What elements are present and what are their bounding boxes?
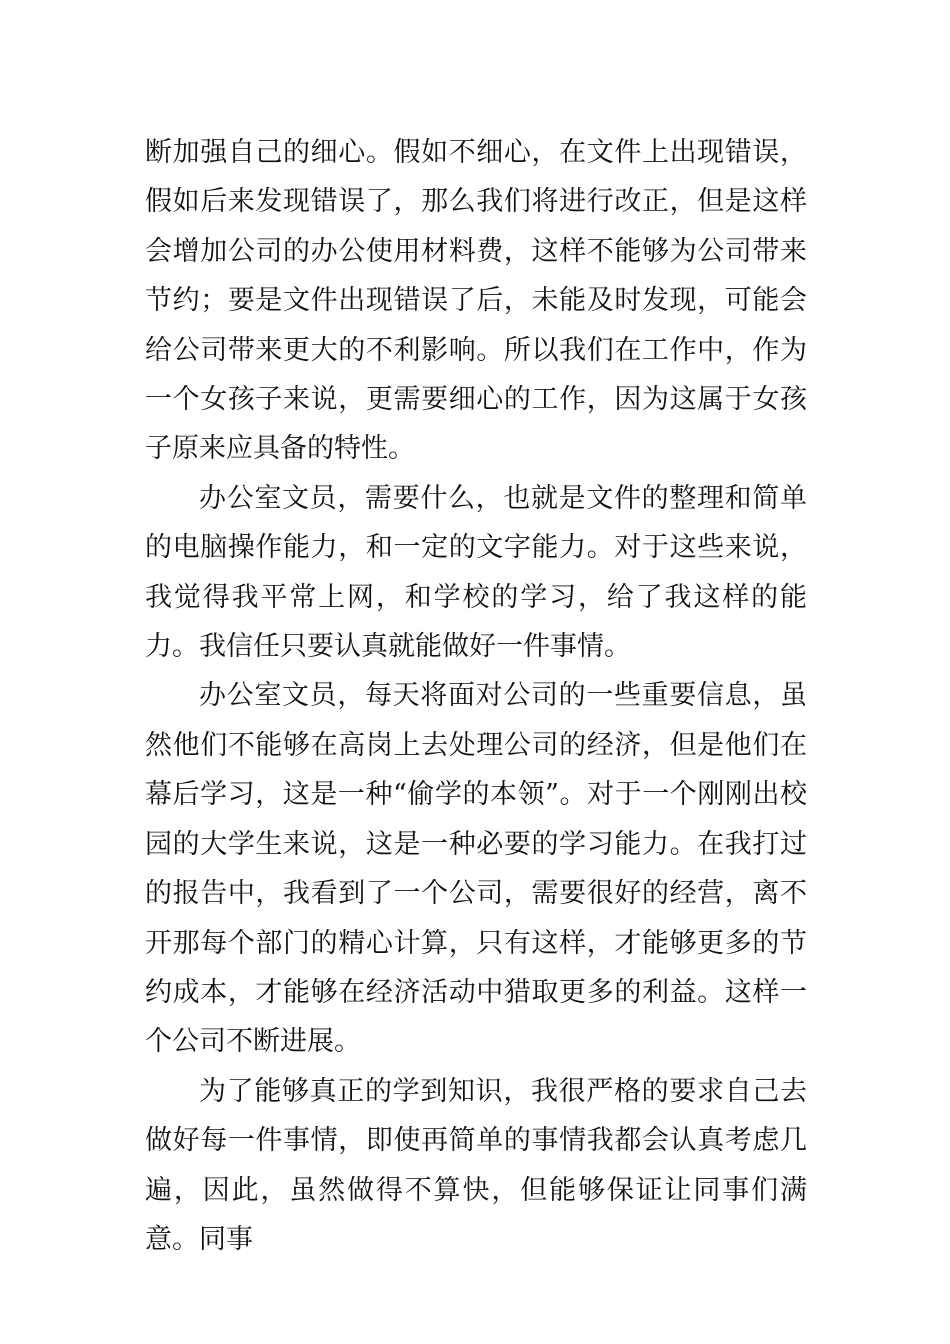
document-body: [145, 128, 807, 1264]
paragraph-4: 为了能够真正的学到知识，我很严格的要求自己去做好每一件事情，即使再简单的事情我都会认真考虑几遍，因此，虽然做得不算快，但能够保证让同事们满意。同事: [145, 1075, 807, 1255]
paragraph-3: 办公室文员，每天将面对公司的一些重要信息，虽然他们不能够在高岗上去处理公司的经济，但是他们在幕后学习，这是一种“偷学的本领”。对于一个刚刚出校园的大学生来说，这是一种必要的学习能力。在我打过的报告中，我看到了一个公司，需要很好的经营，离不开那每个部门的精心计算，只有这样，才能够更多的节约成本，才能够在经济活动中猎取更多的利益。这样一个公司不断进展。: [145, 680, 807, 1058]
paragraph-1: 断加强自己的细心。假如不细心，在文件上出现错误，假如后来发现错误了，那么我们将进行改正，但是这样会增加公司的办公使用材料费，这样不能够为公司带来节约；要是文件出现错误了后，未能及时发现，可能会给公司带来更大的不利影响。所以我们在工作中，作为一个女孩子来说，更需要细心的工作，因为这属于女孩子原来应具备的特性。: [145, 137, 807, 465]
paragraph-2: 办公室文员，需要什么，也就是文件的整理和简单的电脑操作能力，和一定的文字能力。对于这些来说，我觉得我平常上网，和学校的学习，给了我这样的能力。我信任只要认真就能做好一件事情。: [145, 482, 807, 663]
